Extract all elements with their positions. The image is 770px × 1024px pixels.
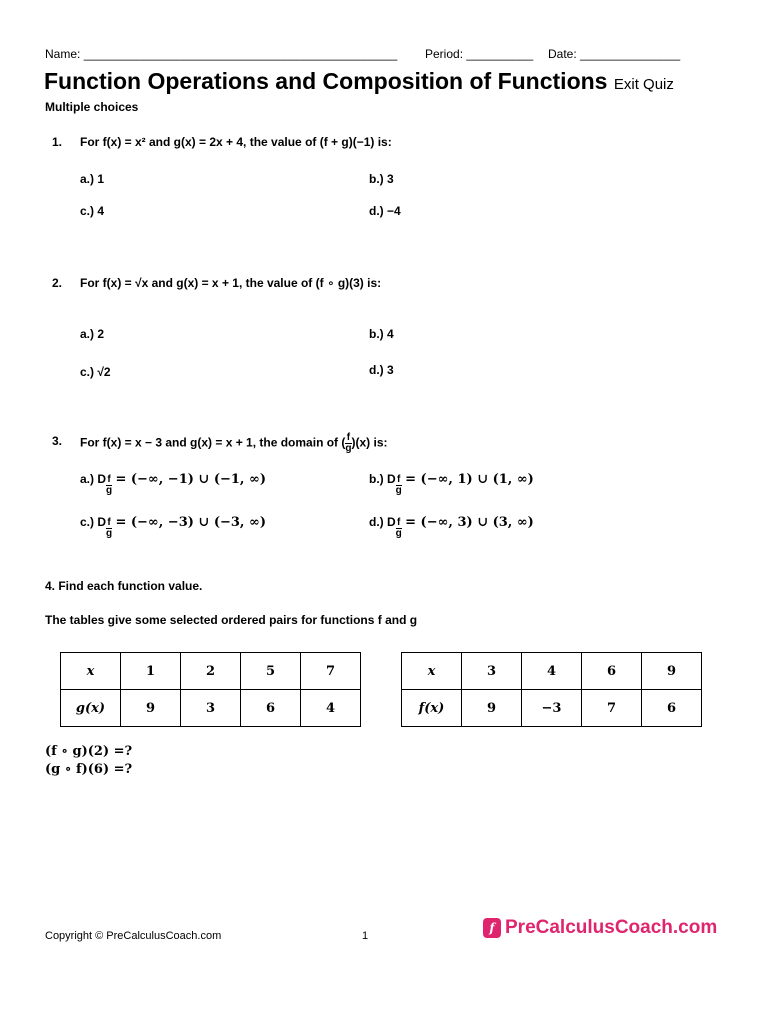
q1-number: 1. — [52, 135, 63, 149]
q3-option-b[interactable] — [369, 472, 534, 496]
period-blank: __________ — [466, 47, 534, 61]
q1-text: For f(x) = x² and g(x) = 2x + 4, the value of (f + g)(−1) is: — [80, 135, 392, 149]
sub-num: f — [397, 474, 401, 485]
q3-b-value: = (−∞, 1) ∪ (1, ∞) — [405, 472, 534, 487]
table-cell: 2 — [181, 653, 241, 690]
date-blank: _______________ — [580, 47, 681, 61]
table-cell: g(x) — [61, 690, 121, 727]
q3-text-after: )(x) is: — [351, 435, 388, 450]
sub-num: f — [107, 517, 111, 528]
table-cell: f(x) — [402, 690, 462, 727]
q4-title: 4. Find each function value. — [45, 579, 203, 593]
table-row — [61, 690, 361, 727]
brand-logo[interactable] — [483, 917, 717, 939]
q3-option-a[interactable] — [80, 472, 266, 496]
section-label: Multiple choices — [45, 100, 139, 114]
table-cell: 9 — [642, 653, 702, 690]
q2-number: 2. — [52, 276, 63, 290]
date-field[interactable] — [548, 47, 680, 61]
table-row — [402, 653, 702, 690]
sub-den: g — [106, 485, 113, 496]
name-field[interactable] — [45, 47, 397, 61]
q3-c-label: c.) D — [80, 515, 107, 529]
q4-subtitle: The tables give some selected ordered pairs for functions f and g — [45, 613, 418, 627]
q2-option-a[interactable]: a.) 2 — [80, 327, 105, 341]
table-cell: 3 — [462, 653, 522, 690]
q2-text: For f(x) = √x and g(x) = x + 1, the value of (f ∘ g)(3) is: — [80, 276, 382, 290]
table-g — [60, 652, 361, 727]
q3-a-value: = (−∞, −1) ∪ (−1, ∞) — [115, 472, 266, 487]
table-cell: 6 — [642, 690, 702, 727]
q1-option-b[interactable]: b.) 3 — [369, 172, 394, 186]
q3-d-label: d.) D — [369, 515, 396, 529]
sub-den: g — [106, 528, 113, 539]
domain-subscript — [106, 518, 112, 539]
copyright: Copyright © PreCalculusCoach.com — [45, 930, 222, 942]
q2-option-d[interactable]: d.) 3 — [369, 363, 394, 377]
table-cell: x — [61, 653, 121, 690]
logo-text: PreCalculusCoach.com — [505, 917, 718, 938]
table-cell: 6 — [241, 690, 301, 727]
table-cell: 9 — [121, 690, 181, 727]
domain-subscript — [396, 475, 402, 496]
table-cell: −3 — [522, 690, 582, 727]
q4-prompt-1: (f ∘ g)(2) =? — [45, 744, 133, 759]
table-cell: 6 — [582, 653, 642, 690]
q1-option-c[interactable]: c.) 4 — [80, 204, 105, 218]
table-cell: 3 — [181, 690, 241, 727]
q3-text-before: For f(x) = x − 3 and g(x) = x + 1, the domain of ( — [80, 435, 346, 450]
table-cell: 9 — [462, 690, 522, 727]
name-label: Name: — [45, 47, 81, 61]
table-row — [402, 690, 702, 727]
table-cell: x — [402, 653, 462, 690]
q3-number: 3. — [52, 434, 63, 448]
period-label: Period: — [425, 47, 464, 61]
q4-prompt-2: (g ∘ f)(6) =? — [45, 762, 133, 777]
domain-subscript — [106, 475, 112, 496]
title-main: Function Operations and Composition of Functions — [44, 68, 608, 94]
frac-numerator: f — [346, 432, 351, 443]
q3-text — [80, 433, 388, 454]
q3-a-label: a.) D — [80, 472, 107, 486]
period-field[interactable] — [425, 47, 533, 61]
table-cell: 4 — [301, 690, 361, 727]
sub-num: f — [397, 517, 401, 528]
frac-denominator: g — [345, 443, 352, 454]
title-sub: Exit Quiz — [613, 76, 674, 93]
q3-c-value: = (−∞, −3) ∪ (−3, ∞) — [115, 515, 266, 530]
function-logo-icon: f — [483, 918, 501, 938]
sub-num: f — [107, 474, 111, 485]
table-cell: 1 — [121, 653, 181, 690]
q3-option-c[interactable] — [80, 515, 266, 539]
sub-den: g — [395, 485, 402, 496]
table-row — [61, 653, 361, 690]
table-cell: 7 — [301, 653, 361, 690]
q2-option-c[interactable]: c.) √2 — [80, 365, 111, 379]
sub-den: g — [395, 528, 402, 539]
page-title — [44, 68, 674, 95]
q3-d-value: = (−∞, 3) ∪ (3, ∞) — [405, 515, 534, 530]
name-blank: _______________________________________________ — [83, 47, 398, 61]
q3-b-label: b.) D — [369, 472, 396, 486]
q1-option-d[interactable]: d.) −4 — [369, 204, 401, 218]
q3-option-d[interactable] — [369, 515, 534, 539]
table-f — [401, 652, 702, 727]
q1-option-a[interactable]: a.) 1 — [80, 172, 105, 186]
table-cell: 4 — [522, 653, 582, 690]
date-label: Date: — [548, 47, 577, 61]
page-number: 1 — [362, 930, 369, 942]
q2-option-b[interactable]: b.) 4 — [369, 327, 394, 341]
domain-subscript — [396, 518, 402, 539]
table-cell: 5 — [241, 653, 301, 690]
table-cell: 7 — [582, 690, 642, 727]
